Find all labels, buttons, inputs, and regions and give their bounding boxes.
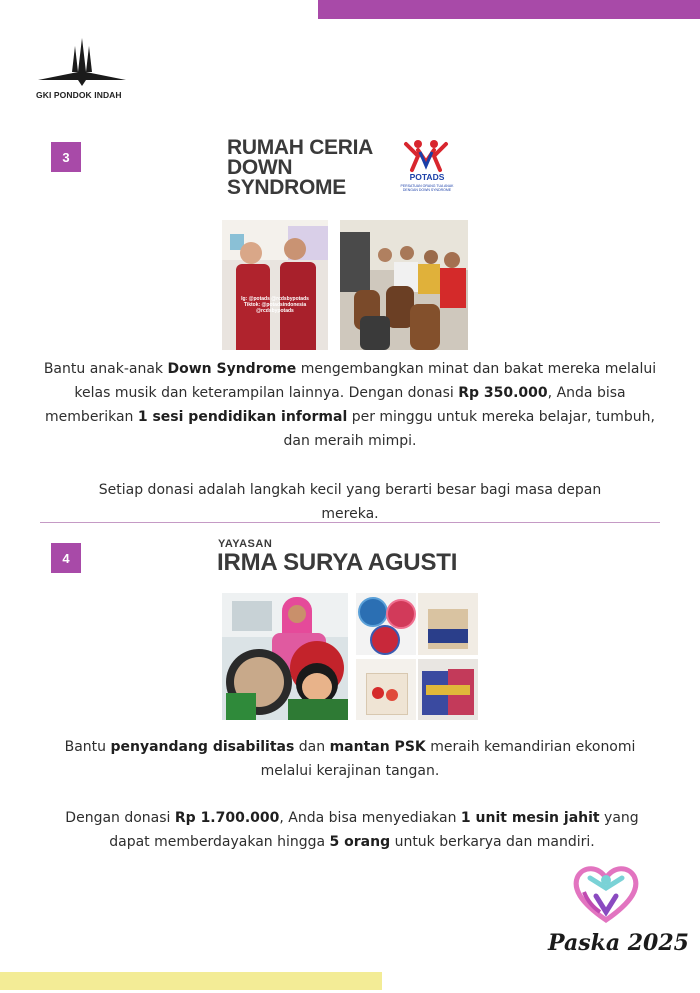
section3-description: Bantu anak-anak Down Syndrome mengembangkan minat dan bakat mereka melalui kelas musik dan keterampilan lainnya. Dengan donasi Rp 350.000, Anda bisa memberikan 1 sesi pendidikan informal per minggu untuk mereka belajar, tumbuh, dan meraih mimpi. bbox=[43, 361, 657, 449]
title-line-3: SYNDROME bbox=[227, 176, 346, 199]
section4-description: Bantu penyandang disabilitas dan mantan PSK meraih kemandirian ekonomi melalui kerajinan tangan. bbox=[64, 739, 636, 779]
photo-caption: Ig: @potads @rcdsbypotads Tiktok: @potadsindonesia @rcdsbypotads bbox=[241, 296, 309, 314]
potads-name: POTADS bbox=[409, 172, 445, 182]
photo-plush-crafts bbox=[222, 593, 348, 720]
gki-logo bbox=[34, 36, 134, 88]
photo-drum-class bbox=[340, 220, 468, 350]
paska-heart-logo-icon bbox=[570, 862, 642, 924]
bottom-accent-bar bbox=[0, 972, 382, 990]
section3-title bbox=[227, 138, 397, 198]
potads-logo-icon bbox=[396, 136, 456, 202]
top-accent-bar bbox=[318, 0, 700, 19]
logo-text: GKI PONDOK INDAH bbox=[36, 90, 122, 100]
church-spire-icon bbox=[34, 36, 130, 88]
title-line-1: RUMAH CERIA bbox=[227, 136, 374, 159]
potads-subtitle: PERSATUAN ORANG TUA ANAK DENGAN DOWN SYNDROME bbox=[400, 184, 454, 192]
section4-title: IRMA SURYA AGUSTI bbox=[217, 549, 458, 576]
title-line-2: DOWN bbox=[227, 156, 293, 179]
section-divider bbox=[40, 522, 660, 523]
section-number-3: 3 bbox=[51, 142, 81, 172]
section4-donation: Dengan donasi Rp 1.700.000, Anda bisa menyediakan 1 unit mesin jahit yang dapat memberdayakan hingga 5 orang untuk berkarya dan mandiri. bbox=[65, 810, 639, 850]
section4-label: YAYASAN bbox=[218, 538, 273, 550]
photo-women-aprons bbox=[222, 220, 328, 350]
section3-note: Setiap donasi adalah langkah kecil yang berarti besar bagi masa depan mereka. bbox=[98, 482, 602, 522]
section-number-4: 4 bbox=[51, 543, 81, 573]
photo-craft-products bbox=[356, 593, 478, 720]
paska-title: Paska 2025 bbox=[548, 930, 689, 956]
